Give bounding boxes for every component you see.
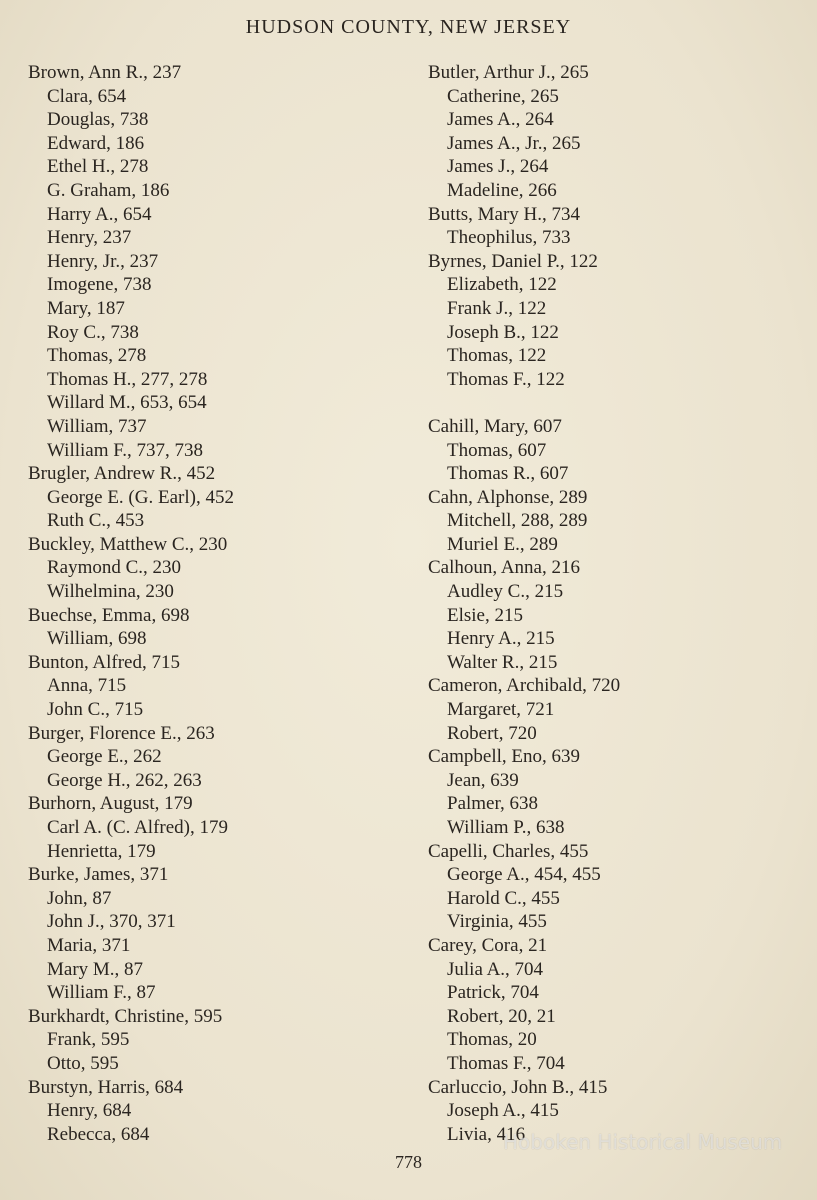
index-subentry: William F., 737, 738 [47,439,204,461]
index-subentry: Henry, Jr., 237 [47,250,159,272]
index-subentry: Catherine, 265 [447,85,559,107]
index-spacer [428,391,808,415]
index-column-right [428,61,808,1146]
index-entry: Burhorn, August, 179 [28,793,193,815]
index-subentry: Thomas, 122 [447,345,547,367]
index-entry: Capelli, Charles, 455 [428,840,589,862]
index-subentry: John C., 715 [47,699,144,721]
index-subentry: Ruth C., 453 [47,510,145,532]
index-subentry: Margaret, 721 [447,699,555,721]
index-entry: Burger, Florence E., 263 [28,722,215,744]
index-subentry: Elizabeth, 122 [447,274,557,296]
index-entry: Cahill, Mary, 607 [428,415,562,437]
index-subentry: George E. (G. Earl), 452 [47,486,234,508]
index-subentry: Mary M., 87 [47,958,144,980]
index-entry: Campbell, Eno, 639 [428,746,580,768]
index-entry: Buechse, Emma, 698 [28,604,190,626]
index-subentry: Thomas F., 122 [447,368,565,390]
index-entry: Butler, Arthur J., 265 [428,62,589,83]
index-subentry: Willard M., 653, 654 [47,392,207,414]
index-subentry: Thomas R., 607 [447,463,569,485]
index-subentry: Anna, 715 [47,675,127,697]
index-entry: Cameron, Archibald, 720 [428,675,621,697]
index-subentry: Livia, 416 [447,1123,526,1145]
index-entry: Calhoun, Anna, 216 [428,557,580,579]
index-subentry: Thomas, 607 [447,439,547,461]
index-subentry: Henry, 684 [47,1100,132,1122]
index-entry: Brown, Ann R., 237 [28,62,182,83]
index-subentry: John, 87 [47,887,112,909]
index-subentry: William, 698 [47,628,147,650]
index-entry: Carey, Cora, 21 [428,934,548,956]
index-subentry: Wilhelmina, 230 [47,581,174,603]
index-entry: Burkhardt, Christine, 595 [28,1005,223,1027]
index-subentry: Harry A., 654 [47,203,152,225]
index-subentry: George A., 454, 455 [447,864,601,886]
index-subentry: G. Graham, 186 [47,179,170,201]
index-subentry: Thomas, 20 [447,1029,537,1051]
index-subentry: Raymond C., 230 [47,557,182,579]
index-subentry: Joseph B., 122 [447,321,559,343]
index-entry: Brugler, Andrew R., 452 [28,463,216,485]
index-subentry: Elsie, 215 [447,604,523,626]
index-subentry: Mitchell, 288, 289 [447,510,588,532]
index-column-left [28,61,408,1146]
index-subentry: George H., 262, 263 [47,769,202,791]
index-subentry: Robert, 20, 21 [447,1005,556,1027]
index-entry: Bunton, Alfred, 715 [28,651,180,673]
index-subentry: Roy C., 738 [47,321,139,343]
index-subentry: Frank, 595 [47,1029,130,1051]
index-subentry: Joseph A., 415 [447,1100,559,1122]
index-subentry: Julia A., 704 [447,958,544,980]
index-subentry: Imogene, 738 [47,274,152,296]
index-subentry: Carl A. (C. Alfred), 179 [47,817,229,838]
index-subentry: William F., 87 [47,982,156,1004]
index-subentry: Audley C., 215 [447,581,564,603]
index-subentry: Thomas F., 704 [447,1052,565,1074]
index-subentry: Theophilus, 733 [447,227,571,249]
index-subentry: Frank J., 122 [447,297,547,319]
index-subentry: Walter R., 215 [447,651,558,673]
index-subentry: Henry, 237 [47,227,132,249]
index-subentry: James A., Jr., 265 [447,132,581,154]
index-subentry: Douglas, 738 [47,109,149,131]
index-entry: Cahn, Alphonse, 289 [428,486,588,508]
index-entry: Buckley, Matthew C., 230 [28,533,228,555]
index-subentry: Virginia, 455 [447,911,547,933]
index-subentry: Harold C., 455 [447,887,560,909]
index-subentry: Otto, 595 [47,1052,119,1074]
index-subentry: Madeline, 266 [447,179,557,201]
index-subentry: John J., 370, 371 [47,911,176,933]
index-subentry: Rebecca, 684 [47,1123,150,1145]
index-entry: Byrnes, Daniel P., 122 [428,250,598,272]
index-subentry: Patrick, 704 [447,982,539,1004]
museum-watermark: Hoboken Historical Museum [503,1130,783,1154]
index-subentry: George E., 262 [47,746,162,768]
index-entry: Carluccio, John B., 415 [428,1076,608,1098]
index-subentry: Robert, 720 [447,722,537,744]
index-subentry: Edward, 186 [47,132,145,154]
index-subentry: Thomas H., 277, 278 [47,368,208,390]
index-subentry: James A., 264 [447,109,554,131]
index-subentry: Henry A., 215 [447,628,555,650]
index-subentry: Maria, 371 [47,934,131,956]
index-entry: Burke, James, 371 [28,864,169,886]
index-subentry: Muriel E., 289 [447,533,558,555]
index-subentry: Jean, 639 [447,769,519,791]
index-subentry: Thomas, 278 [47,345,147,367]
index-subentry: James J., 264 [447,156,549,178]
index-entry: Burstyn, Harris, 684 [28,1076,184,1098]
index-subentry: William, 737 [47,415,147,437]
index-subentry: Palmer, 638 [447,793,539,815]
index-subentry: William P., 638 [447,817,565,838]
index-subentry: Clara, 654 [47,85,127,107]
index-subentry: Mary, 187 [47,297,125,319]
index-entry: Butts, Mary H., 734 [428,203,580,225]
index-subentry: Ethel H., 278 [47,156,149,178]
page-number: 778 [395,1152,422,1172]
page-header: HUDSON COUNTY, NEW JERSEY [245,16,572,38]
index-subentry: Henrietta, 179 [47,840,156,862]
